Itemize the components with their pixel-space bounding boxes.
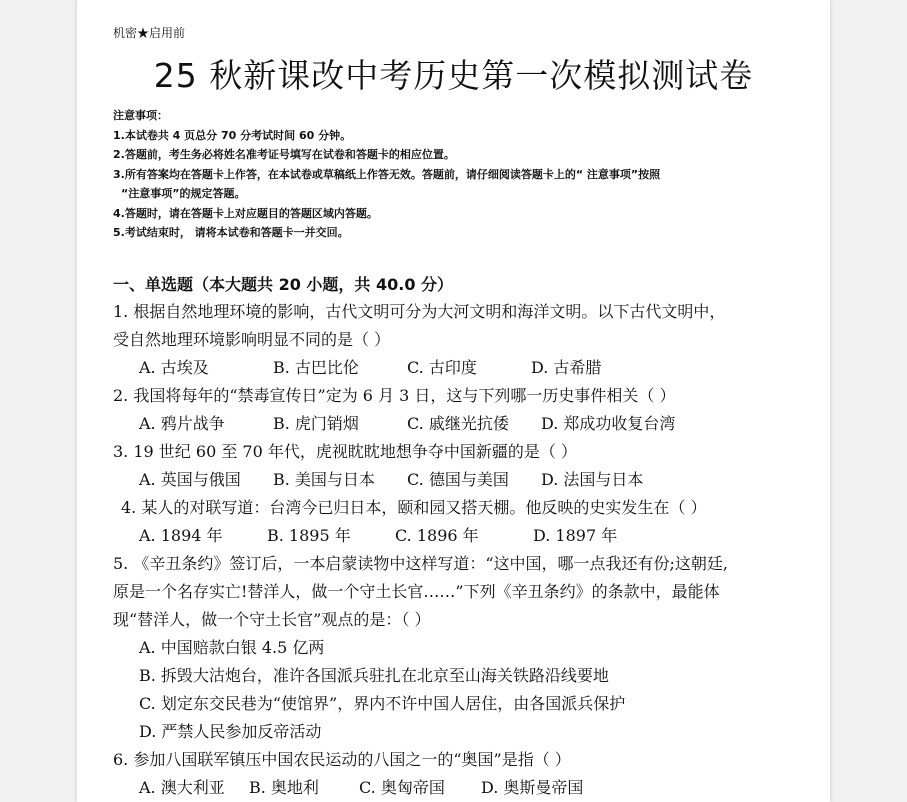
option-a: A. 鸦片战争 (139, 414, 225, 433)
question-5-line-3: 现“替洋人，做一个守土长官”观点的是：（ ） (113, 610, 431, 629)
option-d: D. 奥斯曼帝国 (481, 778, 584, 797)
option-c: C. 奥匈帝国 (359, 778, 445, 797)
option-b: B. 1895 年 (267, 526, 351, 545)
question-5-option-b: B. 拆毁大沽炮台，准许各国派兵驻扎在北京至山海关铁路沿线要地 (139, 666, 609, 685)
question-5-option-d: D. 严禁人民参加反帝活动 (139, 722, 322, 741)
exam-notes (113, 106, 660, 243)
question-3-stem: 3. 19 世纪 60 至 70 年代，虎视眈眈地想争夺中国新疆的是（ ） (113, 442, 577, 461)
question-1-line-2: 受自然地理环境影响明显不同的是（ ） (113, 330, 391, 349)
note-item: “注意事项”的规定答题。 (121, 187, 246, 200)
question-1-options (139, 354, 601, 382)
option-a: A. 古埃及 (139, 358, 209, 377)
question-2-options (139, 410, 675, 438)
option-c: C. 德国与美国 (407, 470, 509, 489)
question-4-options (139, 522, 617, 550)
notes-heading: 注意事项： (113, 109, 168, 122)
option-d: D. 古希腊 (531, 358, 602, 377)
question-5-option-c: C. 划定东交民巷为“使馆界”，界内不许中国人居住，由各国派兵保护 (139, 694, 626, 713)
question-5-line-1: 5. 《辛丑条约》签订后，一本启蒙读物中这样写道：“这中国，哪一点我还有份;这朝廷, (113, 554, 729, 573)
question-2-stem: 2. 我国将每年的“禁毒宣传日”定为 6 月 3 日，这与下列哪一历史事件相关（ ） (113, 386, 676, 405)
option-c: C. 戚继光抗倭 (407, 414, 509, 433)
question-5-line-2: 原是一个名存实亡!替洋人，做一个守土长官……”下列《辛丑条约》的条款中，最能体 (113, 582, 720, 601)
section-heading: 一、单选题（本大题共 20 小题，共 40.0 分） (113, 275, 454, 294)
question-6-stem: 6. 参加八国联军镇压中国农民运动的八国之一的“奥国”是指（ ） (113, 750, 571, 769)
confidential-label: 机密★启用前 (113, 26, 186, 40)
note-item: 4.答题时，请在答题卡上对应题目的答题区域内答题。 (113, 206, 378, 220)
option-a: A. 英国与俄国 (139, 470, 241, 489)
question-1-line-1: 1. 根据自然地理环境的影响，古代文明可分为大河文明和海洋文明。以下古代文明中， (113, 302, 726, 321)
question-6-options (139, 774, 583, 802)
option-d: D. 郑成功收复台湾 (541, 414, 676, 433)
page-title: 25 秋新课改中考历史第一次模拟测试卷 (153, 56, 754, 95)
note-item: 2.答题前，考生务必将姓名准考证号填写在试卷和答题卡的相应位置。 (113, 148, 455, 161)
option-b: B. 奥地利 (249, 778, 319, 797)
option-d: D. 法国与日本 (541, 470, 644, 489)
note-item: 1.本试卷共 4 页总分 70 分考试时间 60 分钟。 (113, 128, 352, 142)
note-item: 3.所有答案均在答题卡上作答，在本试卷或草稿纸上作答无效。答题前，请仔细阅读答题卡上的“ 注意事项”按照 (113, 167, 661, 181)
option-c: C. 古印度 (407, 358, 477, 377)
option-c: C. 1896 年 (395, 526, 479, 545)
question-4-stem: 4. 某人的对联写道：台湾今已归日本，颐和园又搭天棚。他反映的史实发生在（ ） (121, 498, 707, 517)
note-item: 5.考试结束时， 请将本试卷和答题卡一并交回。 (113, 226, 349, 239)
question-3-options (139, 466, 643, 494)
question-5-option-a: A. 中国赔款白银 4.5 亿两 (139, 638, 325, 657)
option-b: B. 古巴比伦 (273, 358, 359, 377)
option-b: B. 虎门销烟 (273, 414, 359, 433)
option-a: A. 1894 年 (139, 526, 223, 545)
document-page (77, 0, 830, 802)
option-b: B. 美国与日本 (273, 470, 375, 489)
option-a: A. 澳大利亚 (139, 778, 225, 797)
option-d: D. 1897 年 (533, 526, 618, 545)
